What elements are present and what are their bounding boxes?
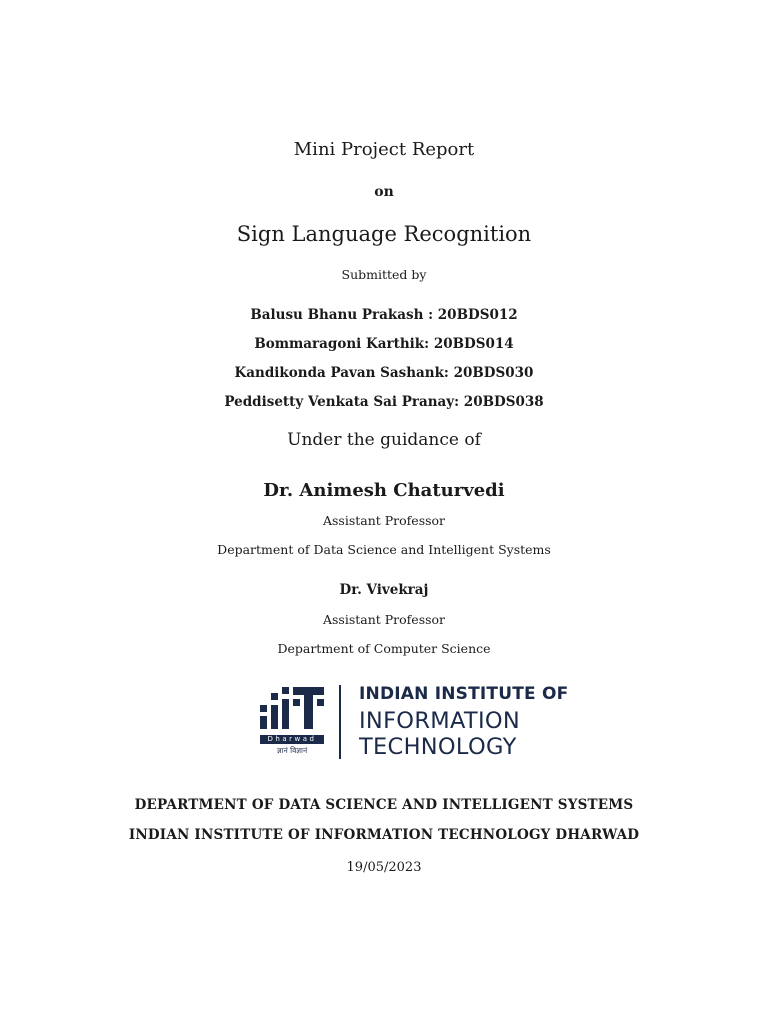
on-text: on xyxy=(374,184,394,200)
logo-mark-tagline: ज्ञानं विज्ञानं xyxy=(276,746,308,755)
submission-date: 19/05/2023 xyxy=(346,860,422,875)
iiit-logo-mark-icon xyxy=(255,683,331,763)
guide-name: Dr. Vivekraj xyxy=(339,582,429,598)
logo-text-line: INFORMATION xyxy=(359,708,521,734)
logo-divider xyxy=(339,685,341,759)
guidance-heading: Under the guidance of xyxy=(287,430,481,450)
logo-text-line: INDIAN INSTITUTE OF xyxy=(359,684,569,704)
institute-heading: INDIAN INSTITUTE OF INFORMATION TECHNOLOGY DHARWAD xyxy=(128,827,640,843)
logo-text-line: TECHNOLOGY xyxy=(359,734,517,760)
report-type: Mini Project Report xyxy=(293,139,475,160)
department-heading: DEPARTMENT OF DATA SCIENCE AND INTELLIGENT SYSTEMS xyxy=(134,797,634,813)
logo-mark-label: Dharwad xyxy=(260,735,324,744)
project-title: Sign Language Recognition xyxy=(236,222,532,246)
iiit-dharwad-logo xyxy=(255,683,569,763)
guide-name: Dr. Animesh Chaturvedi xyxy=(263,480,505,501)
guide-department: Department of Data Science and Intelligent Systems xyxy=(217,542,551,557)
guide-role: Assistant Professor xyxy=(322,612,446,627)
student-entry: Peddisetty Venkata Sai Pranay: 20BDS038 xyxy=(224,394,544,410)
submitted-by-label: Submitted by xyxy=(341,267,427,282)
guide-role: Assistant Professor xyxy=(322,513,446,528)
student-entry: Kandikonda Pavan Sashank: 20BDS030 xyxy=(234,365,534,381)
guide-department: Department of Computer Science xyxy=(277,641,491,656)
student-entry: Bommaragoni Karthik: 20BDS014 xyxy=(254,336,514,352)
iiit-letters-icon xyxy=(255,683,331,735)
student-entry: Balusu Bhanu Prakash : 20BDS012 xyxy=(250,307,518,323)
